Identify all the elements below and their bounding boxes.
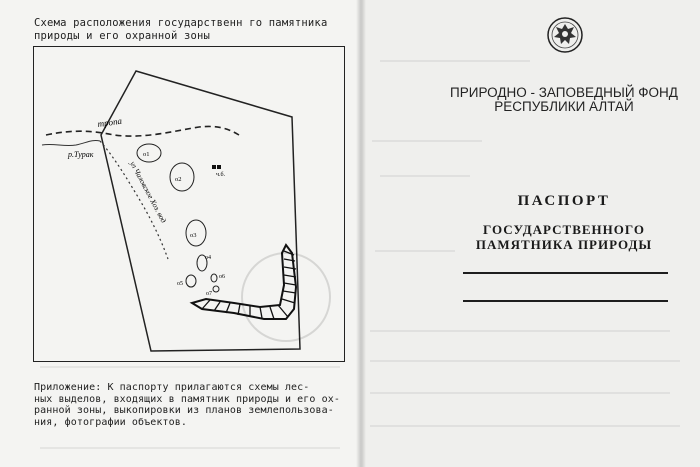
passport-subtitle-line-2: ПАМЯТНИКА ПРИРОДЫ [475, 237, 653, 252]
object-o4-label: о4 [205, 255, 211, 261]
object-o2-label: о2 [175, 176, 182, 183]
show-through-line [40, 366, 340, 368]
road-label: ул Чаловское Хоз. вод [128, 159, 169, 225]
scheme-title [34, 17, 334, 43]
fund-title-line-2: РЕСПУБЛИКИ АЛТАЙ [494, 99, 634, 114]
map-frame [33, 46, 345, 362]
stamp-circle [242, 253, 330, 341]
blank-line-1 [463, 272, 668, 274]
object-o5-label: о5 [177, 281, 183, 287]
appendix-line-3: ранной зоны, выкопировки из планов землепользова- [34, 405, 334, 416]
show-through-line [370, 330, 670, 332]
object-o7-label: о7 [206, 291, 212, 297]
altai-coat-of-arms-icon [545, 15, 585, 59]
appendix-line-4: ния, фотографии объектов. [34, 416, 188, 428]
object-o2 [170, 163, 194, 191]
show-through-line [380, 175, 470, 177]
appendix-line-2: ных выделов, входящих в памятник природы и его ох- [34, 393, 341, 405]
object-o1-label: о1 [143, 151, 150, 158]
river-line [42, 140, 100, 145]
object-o6-label: о6 [219, 274, 225, 280]
page-fold [356, 0, 366, 467]
show-through-line [370, 360, 680, 362]
passport-heading: ПАСПОРТ [517, 193, 611, 209]
object-o5 [186, 275, 196, 287]
show-through-line [372, 140, 482, 142]
marker-label: ч.б. [216, 172, 226, 178]
show-through-line [370, 425, 680, 427]
marker-square [217, 165, 221, 169]
scheme-title-line-2: природы и его охранной зоны [34, 30, 211, 42]
marker-square [212, 165, 216, 169]
passport-subtitle-line-1: ГОСУДАРСТВЕННОГО [483, 222, 645, 237]
river-label: р.Турак [68, 150, 94, 159]
show-through-line [380, 60, 530, 62]
trail-line [46, 126, 239, 136]
fund-title [430, 86, 698, 114]
fund-title-line-1: ПРИРОДНО - ЗАПОВЕДНЫЙ ФОНД [450, 85, 678, 100]
site-map [34, 47, 344, 361]
scheme-title-line-1: Схема расположения государственн го памятника [34, 17, 328, 29]
object-o6 [211, 274, 217, 282]
blank-line-2 [463, 300, 668, 302]
trail-label: тропа [96, 115, 123, 129]
passport-subtitle [430, 222, 698, 252]
object-o3-label: о3 [190, 232, 197, 239]
show-through-line [40, 447, 340, 449]
show-through-line [370, 392, 670, 394]
object-o7 [213, 286, 219, 292]
appendix-note [34, 382, 352, 428]
appendix-line-1: Приложение: К паспорту прилагаются схемы лес- [34, 382, 310, 393]
